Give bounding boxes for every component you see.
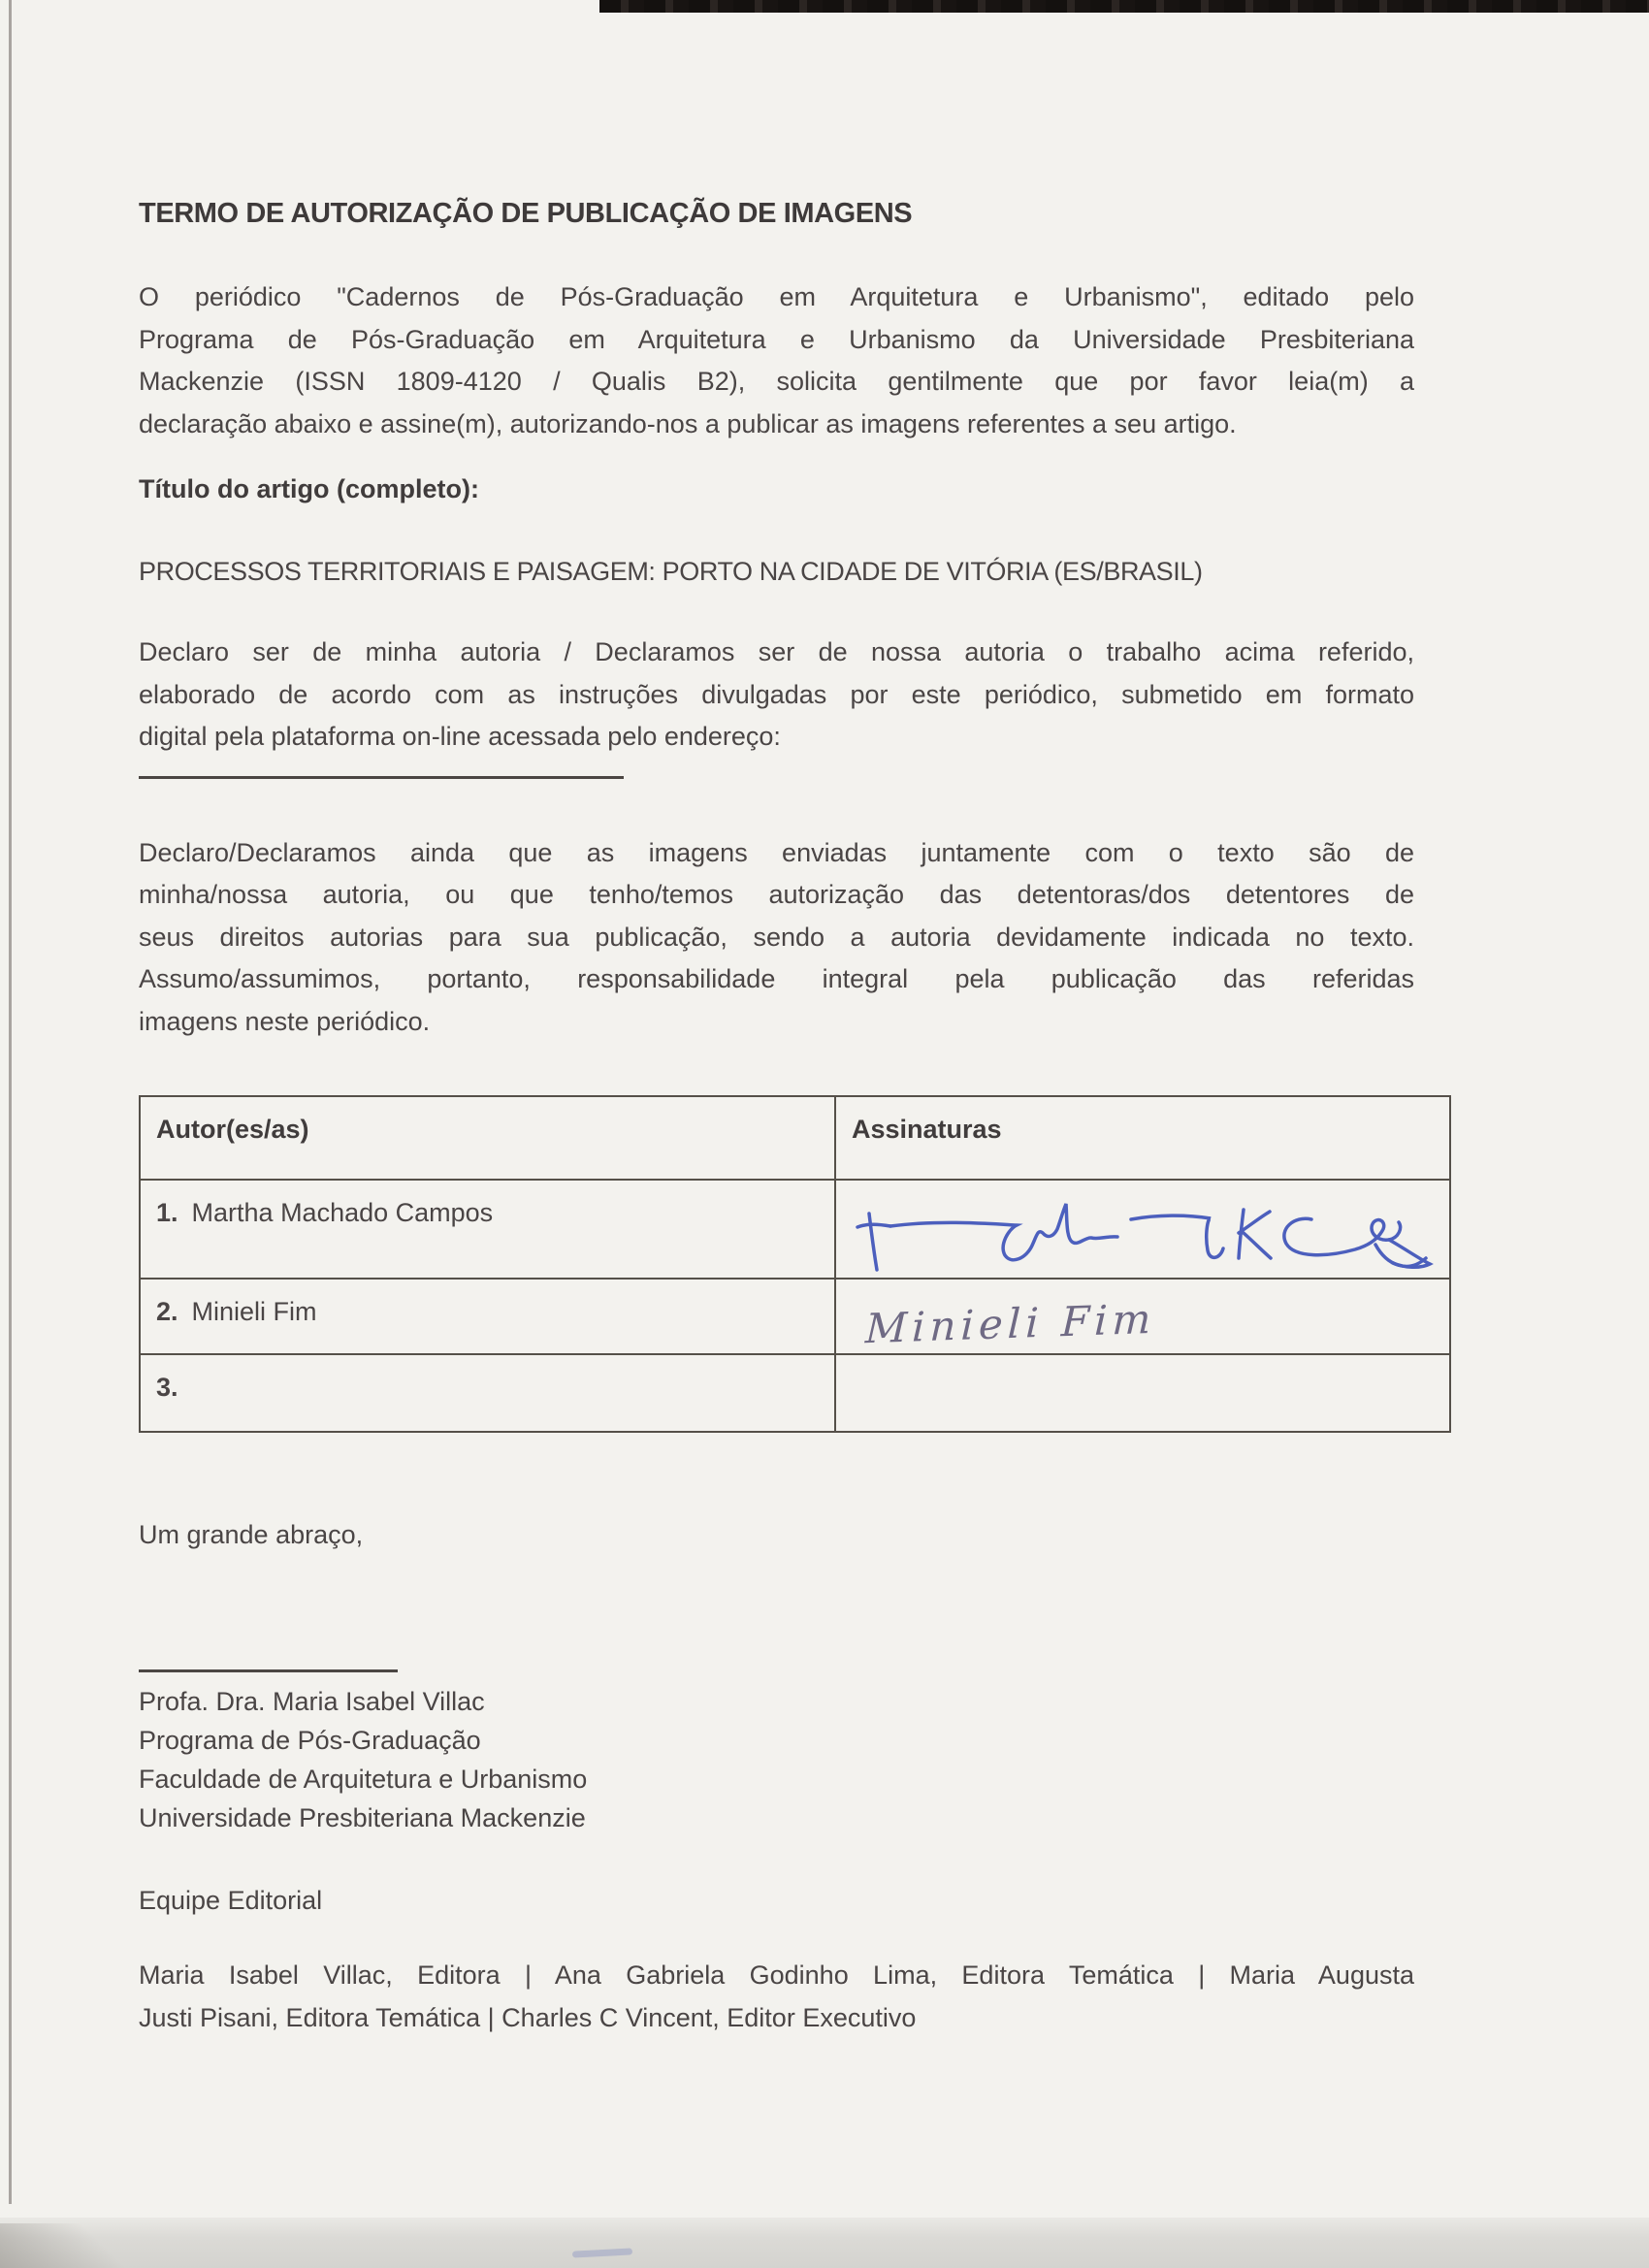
table-row bbox=[140, 1354, 1450, 1432]
header-cell-signatures: Assinaturas bbox=[835, 1096, 1450, 1180]
declaration2-line: seus direitos autorias para sua publicação, sendo a autoria devidamente indicada no texto. bbox=[139, 922, 1414, 952]
table-row bbox=[140, 1279, 1450, 1354]
editorial-line: Justi Pisani, Editora Temática | Charles C Vincent, Editor Executivo bbox=[139, 2002, 917, 2032]
document-body bbox=[139, 0, 1414, 2039]
author-name: Minieli Fim bbox=[191, 1297, 317, 1326]
intro-paragraph bbox=[139, 276, 1414, 445]
scan-artifact-corner-smudge bbox=[0, 2223, 136, 2268]
authors-signatures-table bbox=[139, 1095, 1451, 1433]
document-title: TERMO DE AUTORIZAÇÃO DE PUBLICAÇÃO DE IMAGENS bbox=[139, 198, 913, 229]
signer-name: Profa. Dra. Maria Isabel Villac bbox=[139, 1686, 485, 1716]
signature-cell bbox=[835, 1354, 1450, 1432]
intro-line: O periódico "Cadernos de Pós-Graduação em Arquitetura e Urbanismo", editado pelo bbox=[139, 282, 1414, 311]
scan-artifact-left-edge bbox=[9, 0, 12, 2204]
authorship-declaration-paragraph bbox=[139, 632, 1414, 759]
author-cell bbox=[140, 1180, 835, 1279]
signer-signature-line bbox=[139, 1669, 398, 1672]
editorial-team-heading: Equipe Editorial bbox=[139, 1885, 323, 1915]
row-number: 2. bbox=[156, 1297, 178, 1326]
declaration2-line: Declaro/Declaramos ainda que as imagens enviadas juntamente com o texto são de bbox=[139, 837, 1414, 867]
article-title-label: Título do artigo (completo): bbox=[139, 474, 479, 503]
declaration2-line: minha/nossa autoria, ou que tenho/temos autorização das detentoras/dos detentores de bbox=[139, 880, 1414, 909]
declaration2-line: Assumo/assumimos, portanto, responsabilidade integral pela publicação das referidas bbox=[139, 964, 1414, 993]
author-cell bbox=[140, 1279, 835, 1354]
closing-salutation: Um grande abraço, bbox=[139, 1520, 364, 1549]
table-header-row bbox=[140, 1096, 1450, 1180]
intro-line: Programa de Pós-Graduação em Arquitetura e Urbanismo da Universidade Presbiteriana bbox=[139, 324, 1414, 354]
scan-artifact-bottom-band bbox=[0, 2218, 1649, 2268]
intro-line: Mackenzie (ISSN 1809-4120 / Qualis B2), solicita gentilmente que por favor leia(m) a bbox=[139, 367, 1414, 396]
declaration1-line: digital pela plataforma on-line acessada pelo endereço: bbox=[139, 722, 781, 751]
images-declaration-paragraph bbox=[139, 832, 1414, 1044]
signature-cell bbox=[835, 1180, 1450, 1279]
editorial-team-paragraph bbox=[139, 1955, 1414, 2039]
row-number: 3. bbox=[156, 1373, 178, 1402]
intro-line: declaração abaixo e assine(m), autorizando-nos a publicar as imagens referentes a seu artigo. bbox=[139, 408, 1237, 438]
declaration1-line: elaborado de acordo com as instruções divulgadas por este periódico, submetido em formato bbox=[139, 679, 1414, 709]
minieli-signature-handwriting: Minieli Fim bbox=[864, 1294, 1157, 1353]
row-number: 1. bbox=[156, 1198, 178, 1227]
declaration1-line: Declaro ser de minha autoria / Declaramos ser de nossa autoria o trabalho acima referido, bbox=[139, 637, 1414, 666]
author-name: Martha Machado Campos bbox=[191, 1198, 494, 1227]
signature-cell bbox=[835, 1279, 1450, 1354]
url-blank-line bbox=[139, 776, 624, 779]
signer-block bbox=[139, 1682, 1414, 1837]
declaration2-line: imagens neste periódico. bbox=[139, 1006, 431, 1036]
signer-university: Universidade Presbiteriana Mackenzie bbox=[139, 1802, 586, 1832]
article-title: PROCESSOS TERRITORIAIS E PAISAGEM: PORTO NA CIDADE DE VITÓRIA (ES/BRASIL) bbox=[139, 557, 1203, 586]
author-cell bbox=[140, 1354, 835, 1432]
signer-faculty: Faculdade de Arquitetura e Urbanismo bbox=[139, 1764, 588, 1794]
editorial-line: Maria Isabel Villac, Editora | Ana Gabriela Godinho Lima, Editora Temática | Maria Augusta bbox=[139, 1960, 1414, 1990]
table-row bbox=[140, 1180, 1450, 1279]
header-cell-authors: Autor(es/as) bbox=[140, 1096, 835, 1180]
martha-signature-scrawl bbox=[852, 1188, 1434, 1278]
signer-program: Programa de Pós-Graduação bbox=[139, 1725, 481, 1755]
